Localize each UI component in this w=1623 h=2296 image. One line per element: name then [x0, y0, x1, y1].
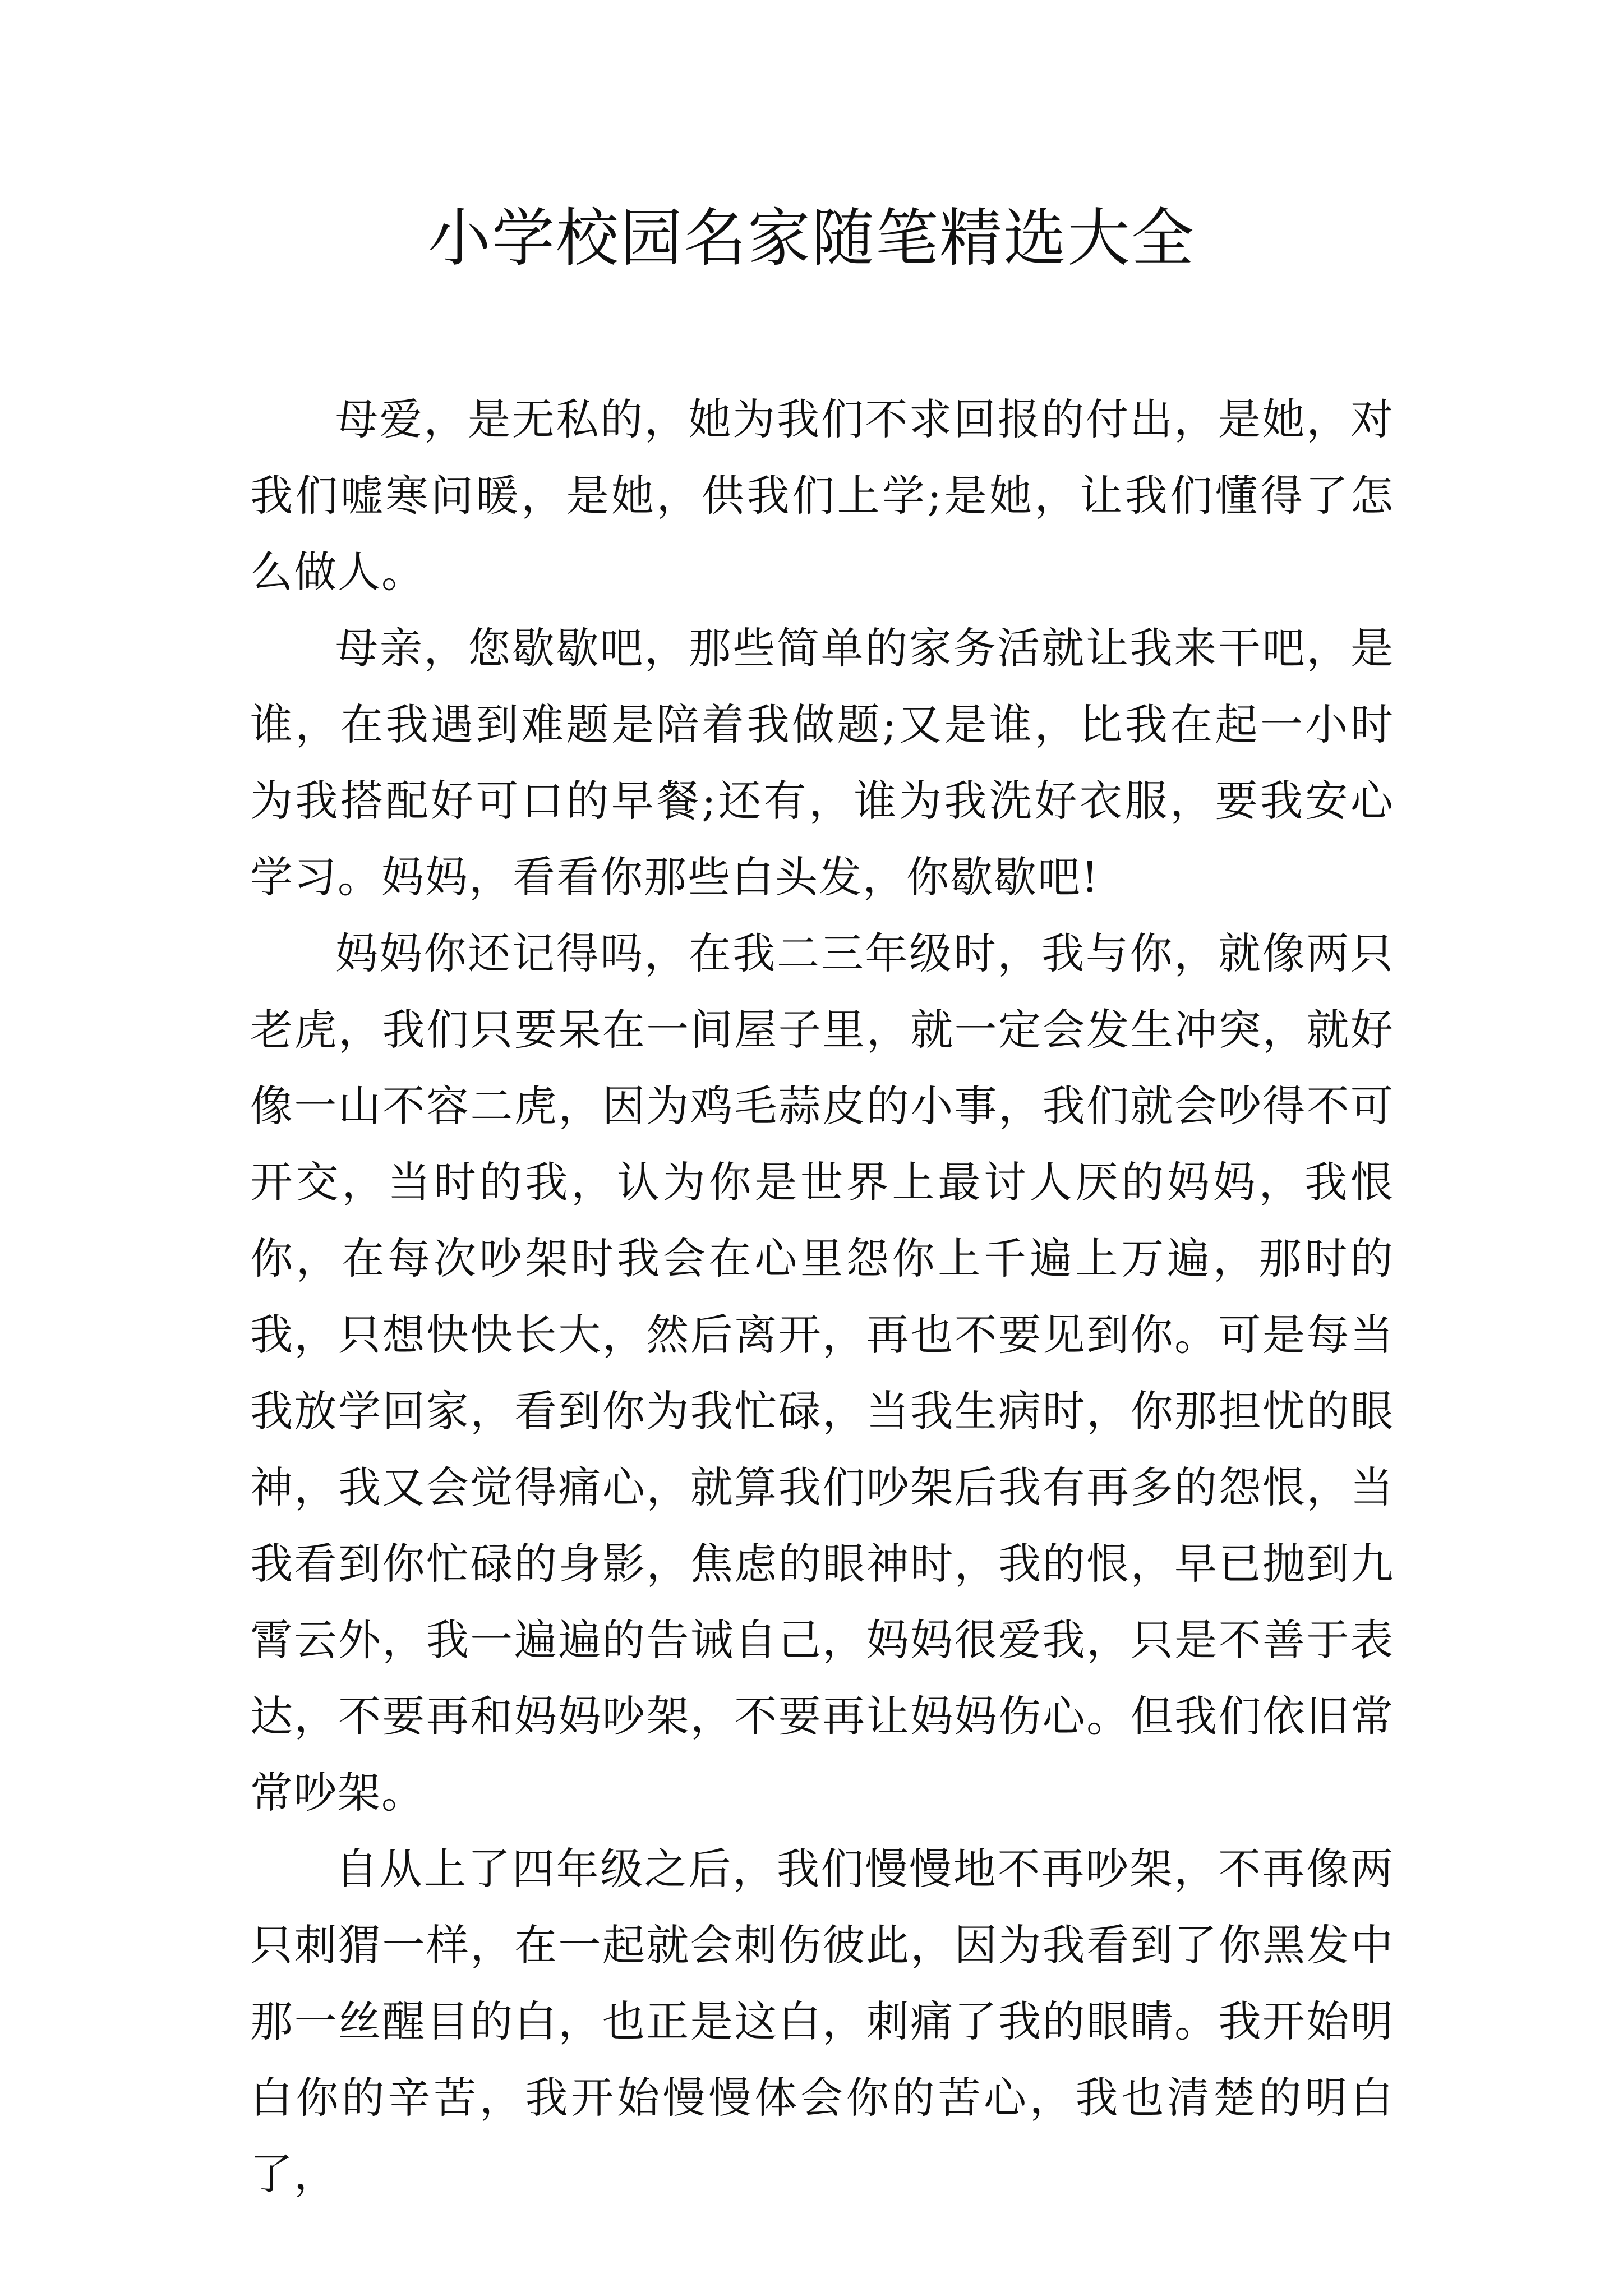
- document-body: [250, 381, 1394, 2212]
- paragraph: 母亲，您歇歇吧，那些简单的家务活就让我来干吧，是谁，在我遇到难题是陪着我做题;又是谁，比我在起一小时为我搭配好可口的早餐;还有，谁为我洗好衣服，要我安心学习。妈妈，看看你那些白头发，你歇歇吧!: [250, 623, 1394, 902]
- paragraph: 自从上了四年级之后，我们慢慢地不再吵架，不再像两只刺猬一样，在一起就会刺伤彼此，因为我看到了你黑发中那一丝醒目的白，也正是这白，刺痛了我的眼睛。我开始明白你的辛苦，我开始慢慢体会你的苦心，我也清楚的明白了，: [250, 1844, 1394, 2199]
- paragraph: 妈妈你还记得吗，在我二三年级时，我与你，就像两只老虎，我们只要呆在一间屋子里，就一定会发生冲突，就好像一山不容二虎，因为鸡毛蒜皮的小事，我们就会吵得不可开交，当时的我，认为你是世界上最讨人厌的妈妈，我恨你，在每次吵架时我会在心里怨你上千遍上万遍，那时的我，只想快快长大，然后离开，再也不要见到你。可是每当我放学回家，看到你为我忙碌，当我生病时，你那担忧的眼神，我又会觉得痛心，就算我们吵架后我有再多的怨恨，当我看到你忙碌的身影，焦虑的眼神时，我的恨，早已抛到九霄云外，我一遍遍的告诫自己，妈妈很爱我，只是不善于表达，不要再和妈妈吵架，不要再让妈妈伤心。但我们依旧常常吵架。: [250, 928, 1394, 1818]
- document-title: 小学校园名家随笔精选大全: [428, 202, 1195, 275]
- paragraph: 母爱，是无私的，她为我们不求回报的付出，是她，对我们嘘寒问暖，是她，供我们上学;是她，让我们懂得了怎么做人。: [250, 394, 1394, 597]
